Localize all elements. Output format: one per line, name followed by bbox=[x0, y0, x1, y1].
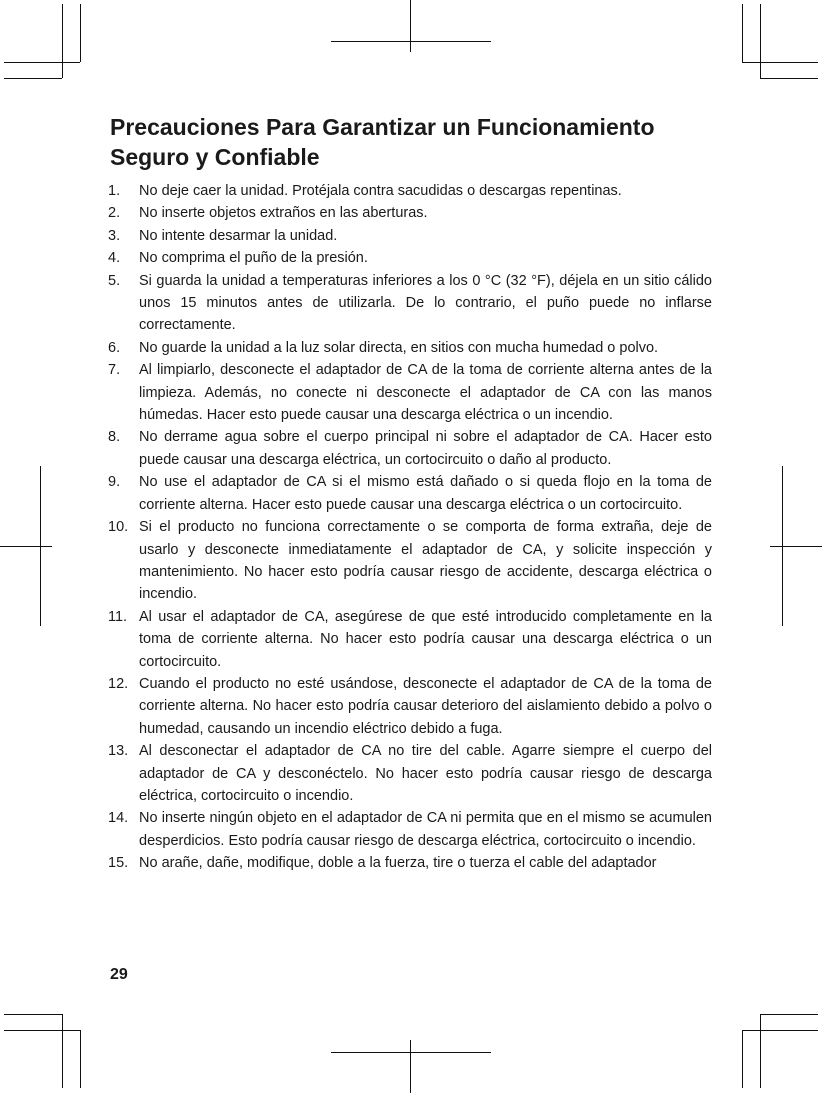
item-text: No inserte objetos extraños en las aberturas. bbox=[139, 205, 428, 222]
page-number: 29 bbox=[110, 966, 128, 983]
item-number: 12. bbox=[108, 675, 129, 692]
list-item bbox=[108, 247, 712, 269]
list-item bbox=[108, 180, 712, 202]
item-number: 11. bbox=[108, 608, 128, 625]
item-number: 15. bbox=[108, 855, 129, 872]
list-item bbox=[108, 270, 712, 337]
item-text: Al usar el adaptador de CA, asegúrese de que esté introducido completamente en la toma de corriente alterna. No hacer esto podría causar una descarga eléctrica o un cortocircuito. bbox=[139, 608, 712, 670]
item-text: Al limpiarlo, desconecte el adaptador de CA de la toma de corriente alterna antes de la limpieza. Además, no conecte ni desconecte el adaptador de CA con las manos húmedas. Hacer esto puede causar una descarga eléctrica o un incendio. bbox=[139, 362, 712, 424]
item-text: No derrame agua sobre el cuerpo principal ni sobre el adaptador de CA. Hacer esto puede causar una descarga eléctrica, un cortocircuito o daño al producto. bbox=[139, 429, 712, 468]
list-item bbox=[108, 516, 712, 606]
item-number: 3. bbox=[108, 227, 121, 244]
crop-mark bbox=[4, 1030, 80, 1031]
item-number: 2. bbox=[108, 205, 121, 222]
crop-mark bbox=[4, 78, 62, 79]
list-item bbox=[108, 471, 712, 516]
crop-mark bbox=[80, 1030, 81, 1088]
item-text: No comprima el puño de la presión. bbox=[139, 250, 368, 267]
list-item bbox=[108, 225, 712, 247]
crop-mark bbox=[760, 78, 818, 79]
crop-mark bbox=[62, 4, 63, 78]
crop-mark bbox=[742, 1030, 743, 1088]
crop-mark bbox=[62, 1014, 63, 1088]
crop-mark bbox=[4, 62, 80, 63]
item-number: 4. bbox=[108, 250, 121, 267]
list-item bbox=[108, 359, 712, 426]
item-text: No deje caer la unidad. Protéjala contra sacudidas o descargas repentinas. bbox=[139, 183, 622, 199]
crop-mark bbox=[80, 4, 81, 62]
item-number: 10. bbox=[108, 519, 129, 536]
list-item bbox=[108, 606, 712, 673]
list-item bbox=[108, 337, 712, 359]
crop-mark bbox=[742, 62, 818, 63]
item-number: 5. bbox=[108, 272, 121, 289]
item-number: 7. bbox=[108, 362, 121, 379]
crop-mark bbox=[4, 1014, 62, 1015]
crop-mark bbox=[742, 4, 743, 62]
item-number: 14. bbox=[108, 810, 129, 827]
item-number: 8. bbox=[108, 429, 121, 446]
title-line-1: Precauciones Para Garantizar un Funcionamiento bbox=[110, 114, 655, 140]
list-item bbox=[108, 852, 712, 874]
precautions-list bbox=[108, 180, 712, 875]
crop-mark bbox=[760, 1014, 761, 1088]
list-item bbox=[108, 807, 712, 852]
title-line-2: Seguro y Confiable bbox=[110, 144, 320, 170]
item-text: Al desconectar el adaptador de CA no tire del cable. Agarre siempre el cuerpo del adaptador de CA y desconéctelo. No hacer esto podría causar riesgo de descarga eléctrica, cortocircuito o incendio. bbox=[139, 743, 712, 804]
page-title bbox=[110, 112, 730, 172]
item-number: 1. bbox=[108, 183, 121, 199]
item-number: 6. bbox=[108, 339, 121, 356]
list-item bbox=[108, 673, 712, 740]
item-number: 13. bbox=[108, 743, 129, 760]
item-text: No inserte ningún objeto en el adaptador de CA ni permita que en el mismo se acumulen desperdicios. Esto podría causar riesgo de descarga eléctrica, cortocircuito o incendio. bbox=[139, 810, 712, 849]
list-item bbox=[108, 202, 712, 224]
registration-mark bbox=[410, 1040, 411, 1093]
crop-mark bbox=[742, 1030, 818, 1031]
registration-mark bbox=[410, 0, 411, 52]
item-text: Cuando el producto no esté usándose, desconecte el adaptador de CA de la toma de corriente alterna. No hacer esto podría causar deterioro del aislamiento debido a polvo o humedad, causando un incendio eléctrico debido a fuga. bbox=[139, 675, 712, 737]
item-text: No arañe, dañe, modifique, doble a la fuerza, tire o tuerza el cable del adaptador bbox=[139, 855, 657, 872]
registration-mark bbox=[331, 41, 491, 42]
item-text: No use el adaptador de CA si el mismo está dañado o si queda flojo en la toma de corriente alterna. Hacer esto puede causar una descarga eléctrica o un cortocircuito. bbox=[139, 474, 712, 513]
item-text: No intente desarmar la unidad. bbox=[139, 227, 338, 244]
registration-mark bbox=[0, 546, 52, 547]
registration-mark bbox=[331, 1052, 491, 1053]
item-text: Si el producto no funciona correctamente o se comporta de forma extraña, deje de usarlo y desconecte inmediatamente el adaptador de CA, y solicite inspección y mantenimiento. No hacer esto podría causar riesgo de accidente, descarga eléctrica o incendio. bbox=[139, 519, 712, 603]
item-number: 9. bbox=[108, 474, 121, 491]
crop-mark bbox=[760, 1014, 818, 1015]
list-item bbox=[108, 740, 712, 807]
registration-mark bbox=[770, 546, 822, 547]
crop-mark bbox=[760, 4, 761, 78]
list-item bbox=[108, 426, 712, 471]
item-text: Si guarda la unidad a temperaturas inferiores a los 0 °C (32 °F), déjela en un sitio cálido unos 15 minutos antes de utilizarla. De lo contrario, el puño puede no inflarse correctamente. bbox=[139, 272, 712, 334]
item-text: No guarde la unidad a la luz solar directa, en sitios con mucha humedad o polvo. bbox=[139, 339, 659, 356]
